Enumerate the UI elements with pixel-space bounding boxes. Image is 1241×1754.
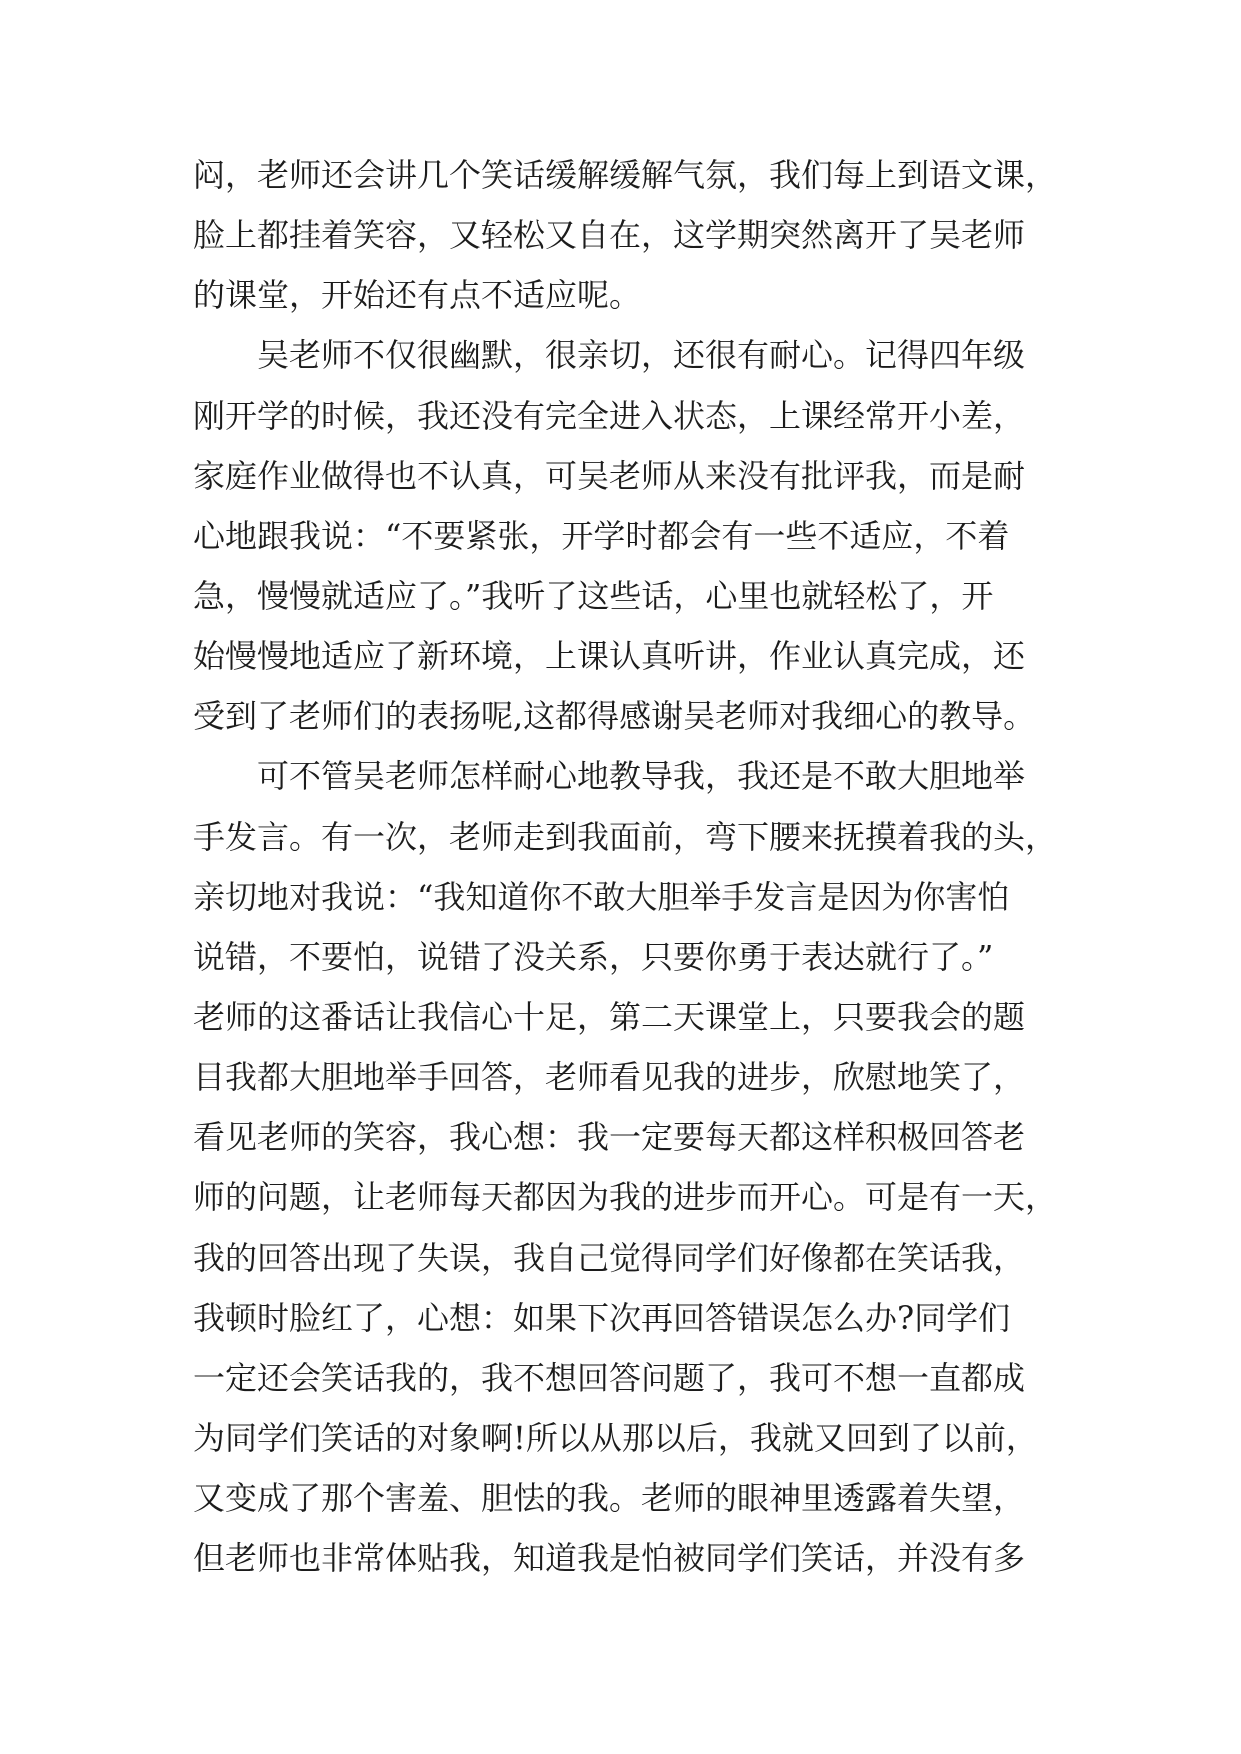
text-line: 手发言。有一次，老师走到我面前，弯下腰来抚摸着我的头， [193,817,1058,856]
paragraph-start-line: 吴老师不仅很幽默，很亲切，还很有耐心。记得四年级 [193,336,1026,375]
text-line: 闷，老师还会讲几个笑话缓解缓解气氛，我们每上到语文课， [193,156,1058,194]
text-line: 老师的这番话让我信心十足，第二天课堂上，只要我会的题 [193,997,1026,1036]
text-line: 我的回答出现了失误，我自己觉得同学们好像都在笑话我， [193,1238,1026,1277]
text-line: 家庭作业做得也不认真，可吴老师从来没有批评我，而是耐 [193,456,1026,495]
text-line: 心地跟我说：“不要紧张，开学时都会有一些不适应，不着 [193,516,1010,555]
body-text [193,156,1058,1601]
text-line: 师的问题，让老师每天都因为我的进步而开心。可是有一天， [193,1178,1058,1217]
text-line: 目我都大胆地举手回答，老师看见我的进步，欣慰地笑了， [193,1058,1026,1097]
text-line: 受到了老师们的表扬呢,这都得感谢吴老师对我细心的教导。 [193,697,1036,736]
text-line: 始慢慢地适应了新环境，上课认真听讲，作业认真完成，还 [193,637,1026,676]
text-line: 说错，不要怕，说错了没关系，只要你勇于表达就行了。” [193,937,994,976]
text-line: 急，慢慢就适应了。”我听了这些话，心里也就轻松了，开 [193,576,994,615]
text-line: 一定还会笑话我的，我不想回答问题了，我可不想一直都成 [193,1358,1026,1397]
text-line: 脸上都挂着笑容，又轻松又自在，这学期突然离开了吴老师 [193,216,1026,255]
paragraph-start-line: 可不管吴老师怎样耐心地教导我，我还是不敢大胆地举 [193,757,1026,796]
text-line: 亲切地对我说：“我知道你不敢大胆举手发言是因为你害怕 [193,877,1010,916]
text-line: 又变成了那个害羞、胆怯的我。老师的眼神里透露着失望， [193,1479,1026,1518]
text-line: 但老师也非常体贴我，知道我是怕被同学们笑话，并没有多 [193,1539,1026,1578]
text-line: 刚开学的时候，我还没有完全进入状态，上课经常开小差， [193,396,1026,435]
text-line: 看见老师的笑容，我心想：我一定要每天都这样积极回答老 [193,1118,1026,1157]
text-line: 的课堂，开始还有点不适应呢。 [193,276,642,315]
text-line: 我顿时脸红了，心想：如果下次再回答错误怎么办?同学们 [193,1298,1011,1337]
text-line: 为同学们笑话的对象啊!所以从那以后，我就又回到了以前， [193,1418,1038,1457]
